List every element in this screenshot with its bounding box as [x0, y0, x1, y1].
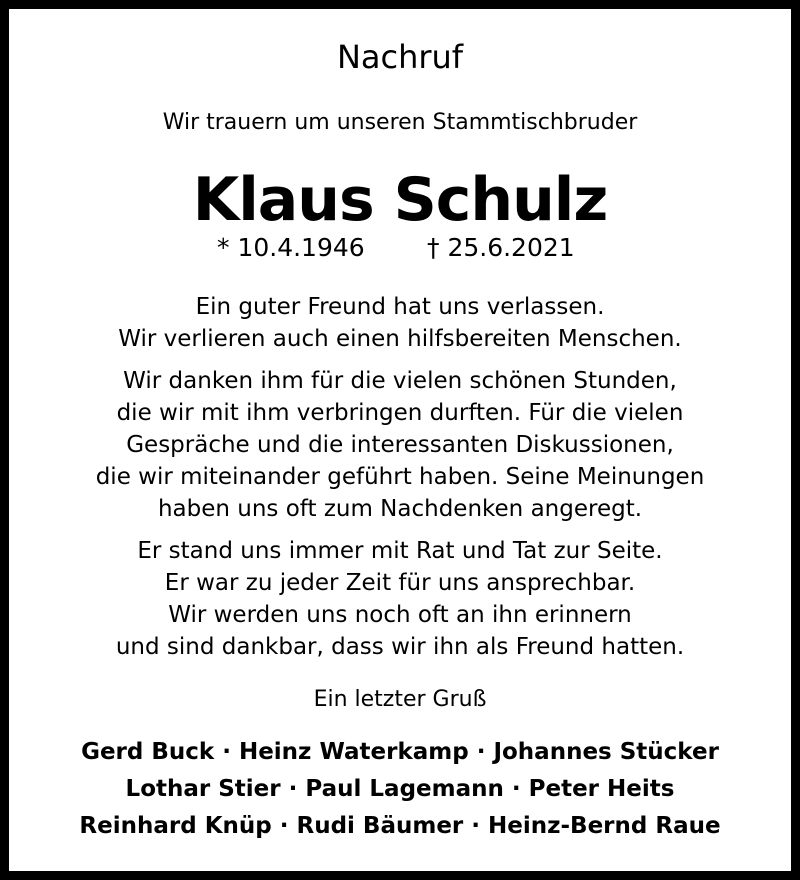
names-line: Gerd Buck · Heinz Waterkamp · Johannes Stücker	[81, 739, 719, 765]
paragraph-2	[9, 365, 791, 525]
text-line: Ein guter Freund hat uns verlassen.	[195, 294, 605, 320]
deceased-name: Klaus Schulz	[192, 165, 608, 235]
text-line: die wir miteinander geführt haben. Seine Meinungen	[95, 464, 705, 490]
closing-greeting: Ein letzter Gruß	[313, 687, 487, 712]
obituary-heading: Nachruf	[336, 38, 464, 76]
text-line: Er war zu jeder Zeit für uns ansprechbar.	[164, 570, 636, 596]
paragraph-3	[9, 535, 791, 663]
names-line: Lothar Stier · Paul Lagemann · Peter Heits	[125, 776, 675, 802]
text-line: die wir mit ihm verbringen durften. Für die vielen	[116, 400, 684, 426]
obituary	[9, 9, 791, 871]
text-line: Wir verlieren auch einen hilfsbereiten Menschen.	[118, 326, 682, 352]
text-line: und sind dankbar, dass wir ihn als Freund hatten.	[115, 634, 685, 660]
life-dates	[9, 231, 791, 265]
text-line: Gespräche und die interessanten Diskussionen,	[126, 432, 674, 458]
death-date: † 25.6.2021	[427, 233, 575, 262]
text-line: haben uns oft zum Nachdenken angeregt.	[157, 496, 643, 522]
birth-date: * 10.4.1946	[217, 233, 365, 262]
names-line: Reinhard Knüp · Rudi Bäumer · Heinz-Bernd Raue	[79, 813, 721, 839]
paragraph-1	[9, 291, 791, 355]
intro-line: Wir trauern um unseren Stammtischbruder	[162, 110, 638, 135]
text-line: Er stand uns immer mit Rat und Tat zur Seite.	[137, 538, 663, 564]
text-line: Wir werden uns noch oft an ihn erinnern	[168, 602, 632, 628]
mourner-names	[9, 734, 791, 845]
text-line: Wir danken ihm für die vielen schönen Stunden,	[123, 368, 677, 394]
